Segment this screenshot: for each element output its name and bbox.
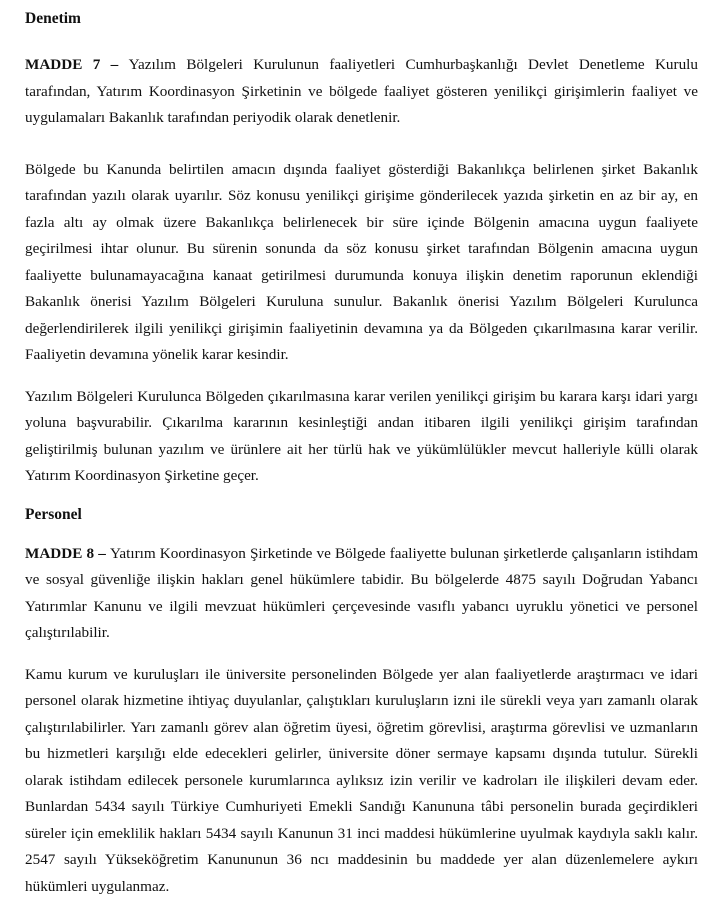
- article-8-paragraph-2: Kamu kurum ve kuruluşları ile üniversite personelinden Bölgede yer alan faaliyetlerde araştırmacı ve idari personel olarak hizmetine ihtiyaç duyulanlar, çalıştıkları kuruluşların izni ile sürekli veya yarı zamanlı olarak çalıştırılabilirler. Yarı zamanlı görev alan öğretim üyesi, öğretim görevlisi, araştırma görevlisi ve uzmanların bu hizmetleri karşılığı elde edecekleri gelirler, üniversite döner sermaye kapsamı dışında tutulur. Sürekli olarak istihdam edilecek personele kurumlarınca aylıksız izin verilir ve kadroları ile ilişkileri devam eder. Bunlardan 5434 sayılı Türkiye Cumhuriyeti Emekli Sandığı Kanununa tâbi personelin burada geçirdikleri süreler için emeklilik hakları 5434 sayılı Kanunun 31 inci maddesi hükümlerine uyulmak kaydıyla saklı kalır. 2547 sayılı Yükseköğretim Kanununun 36 ncı maddesinin bu maddede yer alan düzenlemelere aykırı hükümleri uygulanmaz.: [25, 665, 698, 895]
- section-heading-personel: Personel: [25, 505, 82, 523]
- article-7-paragraph-3: Yazılım Bölgeleri Kurulunca Bölgeden çıkarılmasına karar verilen yenilikçi girişim bu karara karşı idari yargı yoluna başvurabilir. Çıkarılma kararının kesinleştiği andan itibaren ilgili yenilikçi girişim tarafından geliştirilmiş bulunan yazılım ve ürünlere ait her türlü hak ve yükümlülükler mevcut halleriyle külli olarak Yatırım Koordinasyon Şirketine geçer.: [25, 387, 698, 484]
- article-8-paragraph-1: [25, 541, 698, 647]
- article-7-paragraph-1: [25, 52, 698, 132]
- article-7-paragraph-1-text: Yazılım Bölgeleri Kurulunun faaliyetleri Cumhurbaşkanlığı Devlet Denetleme Kurulu tarafından, Yatırım Koordinasyon Şirketinin ve bölgede faaliyet gösteren yenilikçi girişimlerin faaliyet ve uygulamaları Bakanlık tarafından periyodik olarak denetlenir.: [25, 56, 698, 126]
- article-7-label: MADDE 7 –: [25, 56, 129, 73]
- article-8-label: MADDE 8 –: [25, 544, 110, 562]
- document-page: [25, 8, 698, 900]
- section-heading-denetim: Denetim: [25, 10, 81, 27]
- article-7-paragraph-2: Bölgede bu Kanunda belirtilen amacın dışında faaliyet gösterdiği Bakanlıkça belirlenen şirket Bakanlık tarafından yazılı olarak uyarılır. Söz konusu yenilikçi girişime gönderilecek yazıda şirketin en az bir ay, en fazla altı ay olmak üzere Bakanlıkça belirlenecek bir süre içinde Bölgenin amacına uygun faaliyete geçirilmesi ihtar olunur. Bu sürenin sonunda da söz konusu şirket tarafından Bölgenin amacına uygun faaliyette bulunamayacağına kanaat getirilmesi durumunda konuya ilişkin denetim raporunun eklendiği Bakanlık önerisi Yazılım Bölgeleri Kuruluna sunulur. Bakanlık önerisi Yazılım Bölgeleri Kurulunca değerlendirilerek ilgili yenilikçi girişimin faaliyetinin devamına ya da Bölgeden çıkarılmasına karar verilir. Faaliyetin devamına yönelik karar kesindir.: [25, 160, 698, 363]
- article-8-paragraph-1-text: Yatırım Koordinasyon Şirketinde ve Bölgede faaliyette bulunan şirketlerde çalışanların istihdam ve sosyal güvenliğe ilişkin hakları genel hükümlere tabidir. Bu bölgelerde 4875 sayılı Doğrudan Yabancı Yatırımlar Kanunu ve ilgili mevzuat hükümleri çerçevesinde vasıflı yabancı uyruklu yönetici ve personel çalıştırılabilir.: [25, 544, 699, 641]
